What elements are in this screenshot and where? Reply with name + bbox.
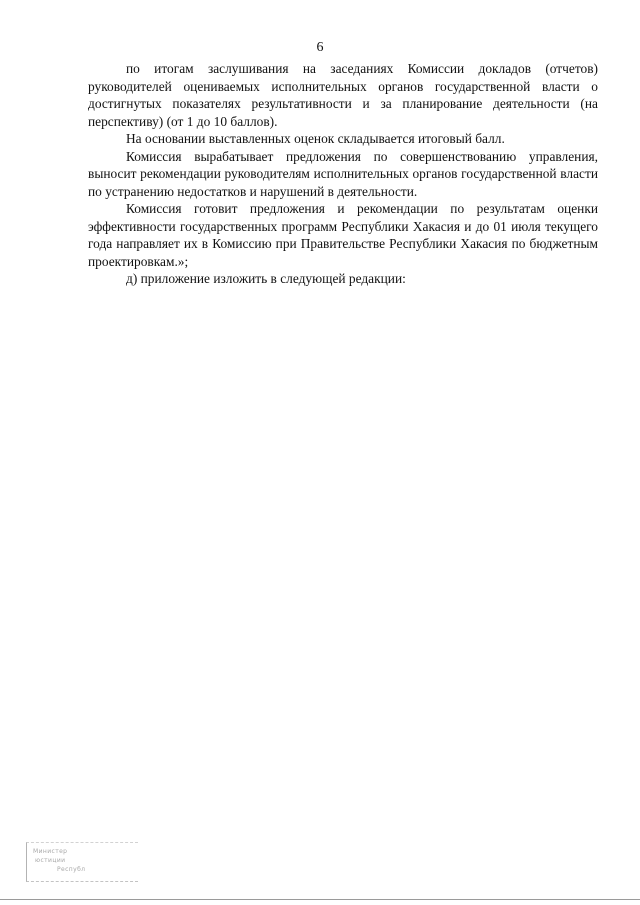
paragraph-5: д) приложение изложить в следующей редакции: xyxy=(126,271,406,286)
registration-stamp xyxy=(26,842,138,882)
paragraph-1: по итогам заслушивания на заседаниях Комиссии докладов (отчетов) руководителей оцениваемых исполнительных органов государственной власти о достигнутых показателях результативности и за планирование деятельности (на перспективу) (от 1 до 10 баллов). xyxy=(88,61,598,129)
stamp-line-3: Республ xyxy=(57,866,86,873)
paragraph-3: Комиссия вырабатывает предложения по совершенствованию управления, выносит рекомендации руководителям исполнительных органов государственной власти по устранению недостатков и нарушений в деятельности. xyxy=(88,148,598,199)
paragraph-4: Комиссия готовит предложения и рекомендации по результатам оценки эффективности государственных программ Республики Хакасия и до 01 июля текущего года направляет их в Комиссию при Правительстве Республики Хакасия по бюджетным проектировкам.»; xyxy=(88,201,598,269)
stamp-line-2: юстиции xyxy=(35,857,66,864)
stamp-line-1: Министер xyxy=(33,848,68,855)
page-number: 6 xyxy=(316,40,324,55)
document-body xyxy=(88,60,598,288)
paragraph-2: На основании выставленных оценок складывается итоговый балл. xyxy=(126,131,505,146)
scan-bottom-edge xyxy=(0,899,640,900)
